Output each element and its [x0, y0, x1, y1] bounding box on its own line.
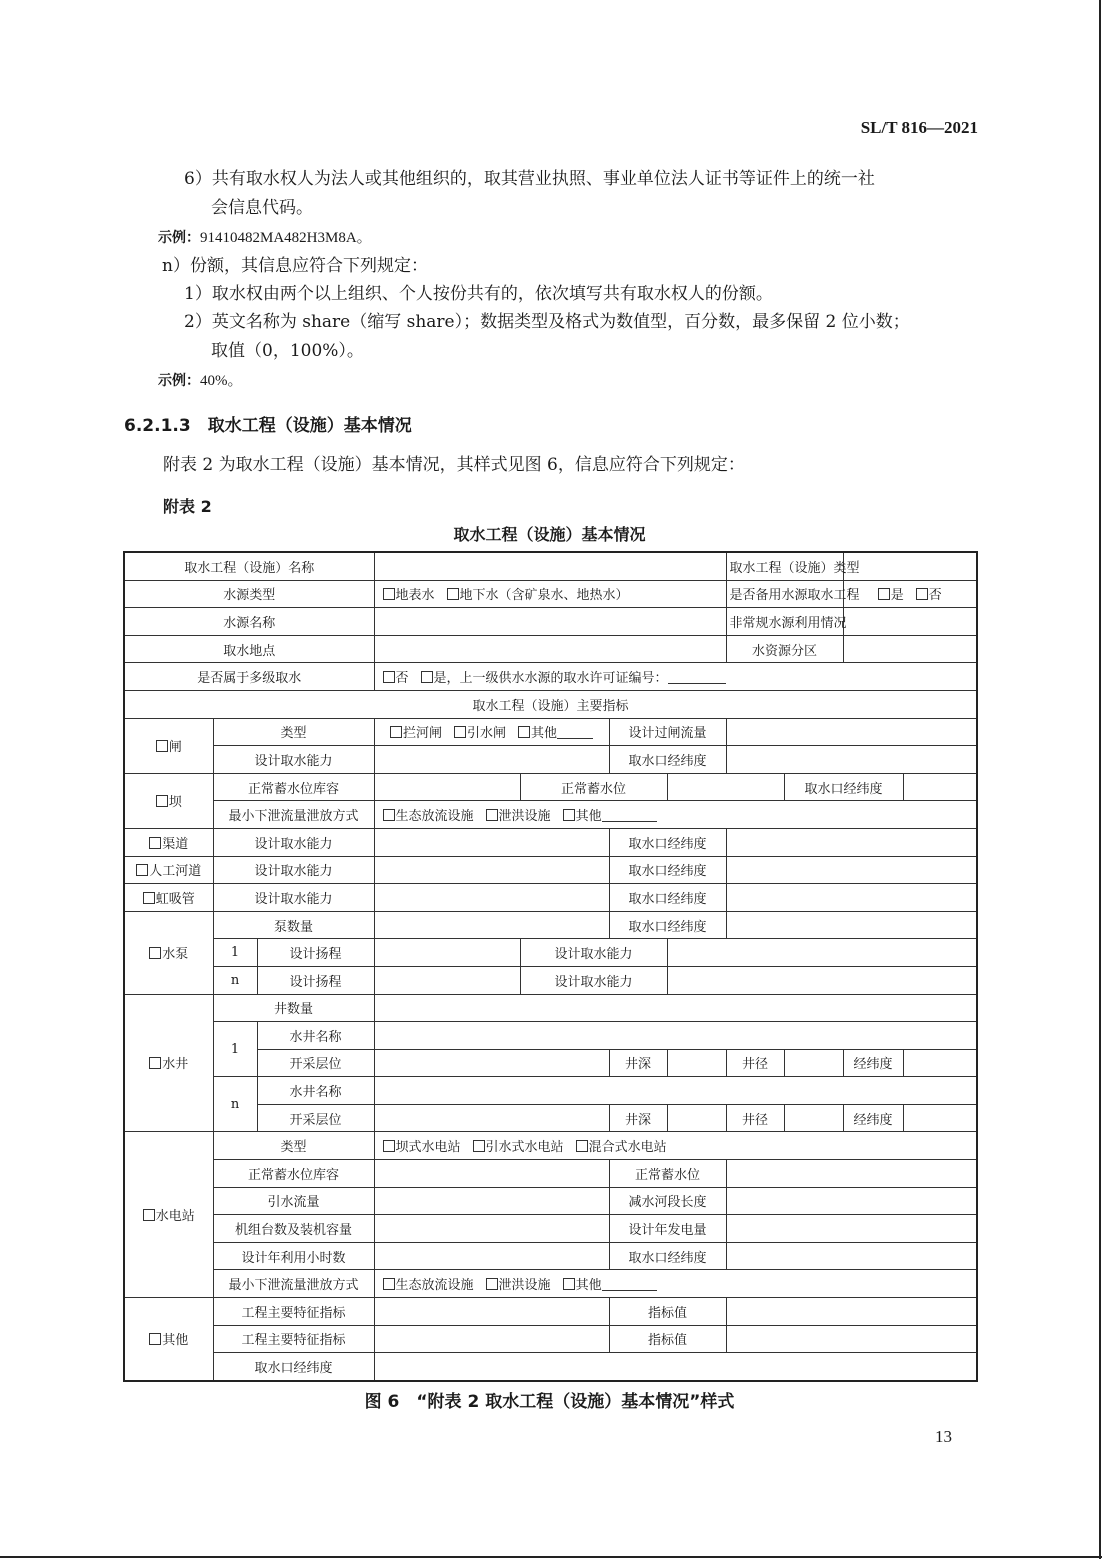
cell-hydro-type-options	[374, 1132, 977, 1160]
cell-dam-discharge-label: 最小下泄流量泄放方式	[213, 801, 374, 829]
checkbox-icon[interactable]	[486, 809, 498, 821]
checkbox-icon[interactable]	[486, 1278, 498, 1290]
cell-canal-capacity-value[interactable]	[374, 828, 609, 856]
checkbox-icon[interactable]	[143, 1209, 155, 1221]
cell-well-name-value[interactable]	[374, 1022, 977, 1050]
checkbox-icon[interactable]	[156, 740, 168, 752]
cell-well-name-value[interactable]	[374, 1077, 977, 1105]
cell-hydro-discharge-options	[374, 1270, 977, 1298]
cell-hydro-coord-value[interactable]	[726, 1242, 977, 1270]
checkbox-icon[interactable]	[916, 588, 928, 600]
cell-dam-coord-label: 取水口经纬度	[784, 773, 903, 801]
cell-hydro-hours-value[interactable]	[374, 1242, 609, 1270]
cell-well-category	[124, 994, 213, 1132]
cell-water-source-type-options	[374, 580, 726, 608]
cell-siphon-coord-label: 取水口经纬度	[609, 884, 726, 912]
cell-siphon-capacity-value[interactable]	[374, 884, 609, 912]
cell-pump-category	[124, 911, 213, 994]
other-blank[interactable]	[602, 809, 657, 822]
figure-caption: 图 6 “附表 2 取水工程（设施）基本情况”样式	[364, 1392, 735, 1412]
checkbox-icon[interactable]	[156, 795, 168, 807]
option-label: 混合式水电站	[588, 1140, 667, 1156]
cell-well-depth-value[interactable]	[667, 1049, 726, 1077]
table-row	[124, 1187, 977, 1215]
cell-zone-value[interactable]	[843, 635, 977, 663]
cell-hydro-gen-label: 设计年发电量	[609, 1215, 726, 1243]
cell-main-indicators-header: 取水工程（设施）主要指标	[124, 690, 977, 718]
category-label: 水泵	[162, 947, 189, 963]
checkbox-icon[interactable]	[149, 1333, 161, 1345]
checkbox-icon[interactable]	[878, 588, 890, 600]
section-heading: 6.2.1.3 取水工程（设施）基本情况	[124, 416, 412, 436]
checkbox-icon[interactable]	[518, 726, 530, 738]
option-mixed-hydro[interactable]	[576, 1140, 667, 1155]
cell-well-depth-value[interactable]	[667, 1104, 726, 1132]
checkbox-icon[interactable]	[454, 726, 466, 738]
table-row	[124, 856, 977, 884]
page-border-right	[1099, 0, 1101, 1559]
cell-project-name-value[interactable]	[374, 552, 726, 580]
table-row	[124, 773, 977, 801]
table-row	[124, 580, 977, 608]
category-label: 渠道	[162, 836, 189, 852]
cell-others-indicator-value[interactable]	[726, 1325, 977, 1353]
option-label: 引水闸	[467, 726, 507, 742]
checkbox-icon[interactable]	[563, 809, 575, 821]
option-label: 地表水	[395, 588, 435, 604]
item-n-2-line2: 取值（0，100%）。	[211, 341, 364, 361]
cell-others-feature-label: 工程主要特征指标	[213, 1325, 374, 1353]
cell-gate-category	[124, 718, 213, 773]
checkbox-icon[interactable]	[421, 671, 433, 683]
table-row	[124, 911, 977, 939]
option-flood-release[interactable]	[486, 1278, 551, 1293]
option-eco-flow[interactable]	[383, 1278, 474, 1293]
cell-gate-coord-label: 取水口经纬度	[609, 746, 726, 774]
option-label: 是	[890, 588, 904, 604]
cell-project-name-label: 取水工程（设施）名称	[124, 552, 374, 580]
cell-gate-flow-label: 设计过闸流量	[609, 718, 726, 746]
cell-others-coord-value[interactable]	[374, 1353, 977, 1381]
cell-dam-storage-label: 正常蓄水位库容	[213, 773, 374, 801]
table-row	[124, 939, 977, 967]
checkbox-icon[interactable]	[149, 837, 161, 849]
cell-location-value[interactable]	[374, 635, 726, 663]
option-diversion-gate[interactable]	[454, 726, 506, 741]
cell-well-diameter-label: 井径	[726, 1104, 784, 1132]
table-row	[124, 1132, 977, 1160]
cell-river-capacity-value[interactable]	[374, 856, 609, 884]
cell-gate-type-options	[374, 718, 609, 746]
item-6-line2: 会信息代码。	[211, 198, 313, 218]
cell-well-aquifer-value[interactable]	[374, 1049, 609, 1077]
table-row	[124, 608, 977, 636]
cell-river-coord-value[interactable]	[726, 856, 977, 884]
checkbox-icon[interactable]	[149, 1057, 161, 1069]
checkbox-icon[interactable]	[473, 1140, 485, 1152]
cell-project-type-label: 取水工程（设施）类型	[726, 552, 843, 580]
cell-hydro-storage-value[interactable]	[374, 1160, 609, 1188]
cell-dam-level-value[interactable]	[667, 773, 784, 801]
cell-well-aquifer-label: 开采层位	[257, 1049, 374, 1077]
option-label: 是，上一级供水水源的取水许可证编号：	[433, 671, 668, 687]
option-label: 生态放流设施	[395, 809, 474, 825]
table-row	[124, 1270, 977, 1298]
option-yes[interactable]	[878, 588, 904, 603]
option-surface[interactable]	[383, 588, 435, 603]
item-n: n）份额，其信息应符合下列规定：	[162, 256, 428, 276]
category-label: 人工河道	[149, 864, 202, 880]
table-row	[124, 690, 977, 718]
table-row	[124, 1077, 977, 1105]
table-row	[124, 994, 977, 1022]
intro-paragraph: 附表 2 为取水工程（设施）基本情况，其样式见图 6，信息应符合下列规定：	[163, 455, 745, 475]
cell-others-category	[124, 1298, 213, 1381]
cell-artificial-river-category	[124, 856, 213, 884]
cell-pump-head-label: 设计扬程	[257, 966, 374, 994]
cell-source-name-label: 水源名称	[124, 608, 374, 636]
table-row	[124, 884, 977, 912]
checkbox-icon[interactable]	[383, 1278, 395, 1290]
table-row	[124, 635, 977, 663]
cell-well-diameter-value[interactable]	[784, 1104, 843, 1132]
cell-hydro-category	[124, 1132, 213, 1298]
option-ground[interactable]	[447, 588, 629, 603]
table-row	[124, 801, 977, 829]
category-label: 闸	[168, 740, 182, 756]
page-border-bottom	[0, 1556, 1102, 1558]
option-multilevel-no[interactable]	[383, 671, 409, 686]
cell-hydro-level-label: 正常蓄水位	[609, 1160, 726, 1188]
example-1	[158, 226, 372, 247]
cell-others-indicator-label: 指标值	[609, 1325, 726, 1353]
checkbox-icon[interactable]	[143, 892, 155, 904]
option-label: 其他	[575, 1278, 602, 1294]
permit-number-blank[interactable]	[668, 671, 726, 684]
cell-well-count-label: 井数量	[213, 994, 374, 1022]
cell-well-name-label: 水井名称	[257, 1077, 374, 1105]
cell-pump-capacity-label: 设计取水能力	[520, 939, 667, 967]
cell-well-count-value[interactable]	[374, 994, 977, 1022]
cell-location-label: 取水地点	[124, 635, 374, 663]
checkbox-icon[interactable]	[390, 726, 402, 738]
option-label: 泄洪设施	[498, 1278, 551, 1294]
cell-hydro-level-value[interactable]	[726, 1160, 977, 1188]
water-intake-form-table	[123, 551, 978, 1382]
cell-siphon-capacity-label: 设计取水能力	[213, 884, 374, 912]
option-other[interactable]	[563, 809, 657, 824]
category-label: 坝	[168, 795, 182, 811]
cell-river-capacity-label: 设计取水能力	[213, 856, 374, 884]
option-diversion-hydro[interactable]	[473, 1140, 564, 1155]
option-label: 其他	[531, 726, 558, 742]
cell-others-indicator-label: 指标值	[609, 1298, 726, 1326]
cell-dam-category	[124, 773, 213, 828]
table-row	[124, 746, 977, 774]
table-label: 附表 2	[163, 497, 212, 516]
cell-project-type-value[interactable]	[843, 552, 977, 580]
option-multilevel-yes[interactable]	[421, 671, 668, 686]
cell-well-index-n: n	[213, 1077, 257, 1132]
page-number: 13	[935, 1427, 952, 1446]
cell-pump-count-value[interactable]	[374, 911, 609, 939]
cell-canal-category	[124, 828, 213, 856]
table-row	[124, 1298, 977, 1326]
cell-unconventional-value[interactable]	[843, 608, 977, 636]
cell-pump-capacity-label: 设计取水能力	[520, 966, 667, 994]
cell-hydro-coord-label: 取水口经纬度	[609, 1242, 726, 1270]
checkbox-icon[interactable]	[383, 1140, 395, 1152]
table-row	[124, 552, 977, 580]
category-label: 其他	[162, 1333, 189, 1349]
cell-siphon-category	[124, 884, 213, 912]
cell-well-aquifer-value[interactable]	[374, 1104, 609, 1132]
table-row	[124, 1353, 977, 1381]
cell-hydro-reach-value[interactable]	[726, 1187, 977, 1215]
cell-well-diameter-label: 井径	[726, 1049, 784, 1077]
option-other[interactable]	[518, 726, 593, 741]
option-dam-hydro[interactable]	[383, 1140, 461, 1155]
cell-pump-capacity-value[interactable]	[667, 966, 977, 994]
cell-canal-capacity-label: 设计取水能力	[213, 828, 374, 856]
cell-pump-head-value[interactable]	[374, 939, 520, 967]
cell-hydro-hours-label: 设计年利用小时数	[213, 1242, 374, 1270]
cell-well-coord-value[interactable]	[903, 1104, 977, 1132]
option-label: 泄洪设施	[498, 809, 551, 825]
cell-pump-head-label: 设计扬程	[257, 939, 374, 967]
cell-well-coord-label: 经纬度	[843, 1049, 903, 1077]
cell-hydro-discharge-label: 最小下泄流量泄放方式	[213, 1270, 374, 1298]
example-label: 示例：	[158, 230, 200, 246]
table-row	[124, 966, 977, 994]
category-label: 水井	[162, 1057, 189, 1073]
cell-dam-storage-value[interactable]	[374, 773, 520, 801]
option-barrage-gate[interactable]	[390, 726, 442, 741]
cell-hydro-units-label: 机组台数及装机容量	[213, 1215, 374, 1243]
cell-gate-coord-value[interactable]	[726, 746, 977, 774]
cell-river-coord-label: 取水口经纬度	[609, 856, 726, 884]
checkbox-icon[interactable]	[576, 1140, 588, 1152]
example-2	[158, 369, 243, 390]
checkbox-icon[interactable]	[447, 588, 459, 600]
category-label: 水电站	[155, 1209, 195, 1225]
cell-unconventional-label: 非常规水源利用情况	[726, 608, 843, 636]
table-row	[124, 663, 977, 691]
option-no[interactable]	[916, 588, 942, 603]
cell-others-coord-label: 取水口经纬度	[213, 1353, 374, 1381]
standard-number: SL/T 816—2021	[860, 118, 978, 137]
checkbox-icon[interactable]	[136, 864, 148, 876]
cell-dam-coord-value[interactable]	[903, 773, 977, 801]
cell-siphon-coord-value[interactable]	[726, 884, 977, 912]
table-row	[124, 1160, 977, 1188]
cell-hydro-flow-value[interactable]	[374, 1187, 609, 1215]
checkbox-icon[interactable]	[149, 947, 161, 959]
cell-others-feature-label: 工程主要特征指标	[213, 1298, 374, 1326]
cell-hydro-type-label: 类型	[213, 1132, 374, 1160]
option-label: 否	[395, 671, 409, 687]
table-row	[124, 1242, 977, 1270]
checkbox-icon[interactable]	[383, 671, 395, 683]
cell-well-depth-label: 井深	[609, 1049, 667, 1077]
cell-gate-capacity-value[interactable]	[374, 746, 609, 774]
cell-others-feature-value[interactable]	[374, 1325, 609, 1353]
table-title: 取水工程（设施）基本情况	[453, 525, 646, 544]
cell-canal-coord-value[interactable]	[726, 828, 977, 856]
cell-well-coord-label: 经纬度	[843, 1104, 903, 1132]
cell-pump-count-label: 泵数量	[213, 911, 374, 939]
cell-hydro-storage-label: 正常蓄水位库容	[213, 1160, 374, 1188]
option-label: 拦河闸	[403, 726, 443, 742]
cell-pump-coord-value[interactable]	[726, 911, 977, 939]
cell-hydro-reach-label: 减水河段长度	[609, 1187, 726, 1215]
cell-dam-level-label: 正常蓄水位	[520, 773, 667, 801]
other-blank[interactable]	[557, 726, 593, 739]
item-n-2-line1: 2）英文名称为 share（缩写 share）；数据类型及格式为数值型，百分数，最多保留 2 位小数；	[184, 312, 910, 332]
item-n-1: 1）取水权由两个以上组织、个人按份共有的，依次填写共有取水权人的份额。	[184, 284, 773, 304]
option-label: 地下水（含矿泉水、地热水）	[459, 588, 629, 604]
option-eco-flow[interactable]	[383, 809, 474, 824]
cell-well-name-label: 水井名称	[257, 1022, 374, 1050]
item-6-line1: 6）共有取水权人为法人或其他组织的，取其营业执照、事业单位法人证书等证件上的统一社	[184, 169, 875, 189]
cell-well-depth-label: 井深	[609, 1104, 667, 1132]
cell-multilevel-options	[374, 663, 977, 691]
cell-others-indicator-value[interactable]	[726, 1298, 977, 1326]
cell-gate-type-label: 类型	[213, 718, 374, 746]
cell-water-source-type-label: 水源类型	[124, 580, 374, 608]
option-flood-release[interactable]	[486, 809, 551, 824]
cell-well-coord-value[interactable]	[903, 1049, 977, 1077]
cell-well-aquifer-label: 开采层位	[257, 1104, 374, 1132]
option-label: 否	[928, 588, 942, 604]
cell-multilevel-label: 是否属于多级取水	[124, 663, 374, 691]
cell-gate-capacity-label: 设计取水能力	[213, 746, 374, 774]
option-label: 引水式水电站	[485, 1140, 564, 1156]
cell-others-feature-value[interactable]	[374, 1298, 609, 1326]
example-label: 示例：	[158, 373, 200, 389]
category-label: 虹吸管	[155, 891, 195, 907]
cell-backup-label: 是否备用水源取水工程	[726, 580, 843, 608]
cell-well-diameter-value[interactable]	[784, 1049, 843, 1077]
cell-canal-coord-label: 取水口经纬度	[609, 828, 726, 856]
cell-well-index-1: 1	[213, 1022, 257, 1077]
option-label: 生态放流设施	[395, 1278, 474, 1294]
option-other[interactable]	[563, 1278, 657, 1293]
cell-hydro-units-value[interactable]	[374, 1215, 609, 1243]
table-row	[124, 1022, 977, 1050]
table-row	[124, 828, 977, 856]
cell-pump-head-value[interactable]	[374, 966, 520, 994]
cell-source-name-value[interactable]	[374, 608, 726, 636]
table-row	[124, 1215, 977, 1243]
cell-pump-coord-label: 取水口经纬度	[609, 911, 726, 939]
cell-pump-index-1: 1	[213, 939, 257, 967]
cell-gate-flow-value[interactable]	[726, 718, 977, 746]
checkbox-icon[interactable]	[383, 588, 395, 600]
example-value: 91410482MA482H3M8A。	[200, 230, 372, 246]
table-row	[124, 1325, 977, 1353]
cell-hydro-gen-value[interactable]	[726, 1215, 977, 1243]
example-value: 40%。	[200, 373, 243, 389]
checkbox-icon[interactable]	[383, 809, 395, 821]
other-blank[interactable]	[602, 1278, 657, 1291]
cell-pump-index-n: n	[213, 966, 257, 994]
option-label: 其他	[575, 809, 602, 825]
cell-backup-options	[843, 580, 977, 608]
cell-dam-discharge-options	[374, 801, 977, 829]
checkbox-icon[interactable]	[563, 1278, 575, 1290]
cell-zone-label: 水资源分区	[726, 635, 843, 663]
table-row	[124, 718, 977, 746]
cell-hydro-flow-label: 引水流量	[213, 1187, 374, 1215]
option-label: 坝式水电站	[395, 1140, 461, 1156]
cell-pump-capacity-value[interactable]	[667, 939, 977, 967]
